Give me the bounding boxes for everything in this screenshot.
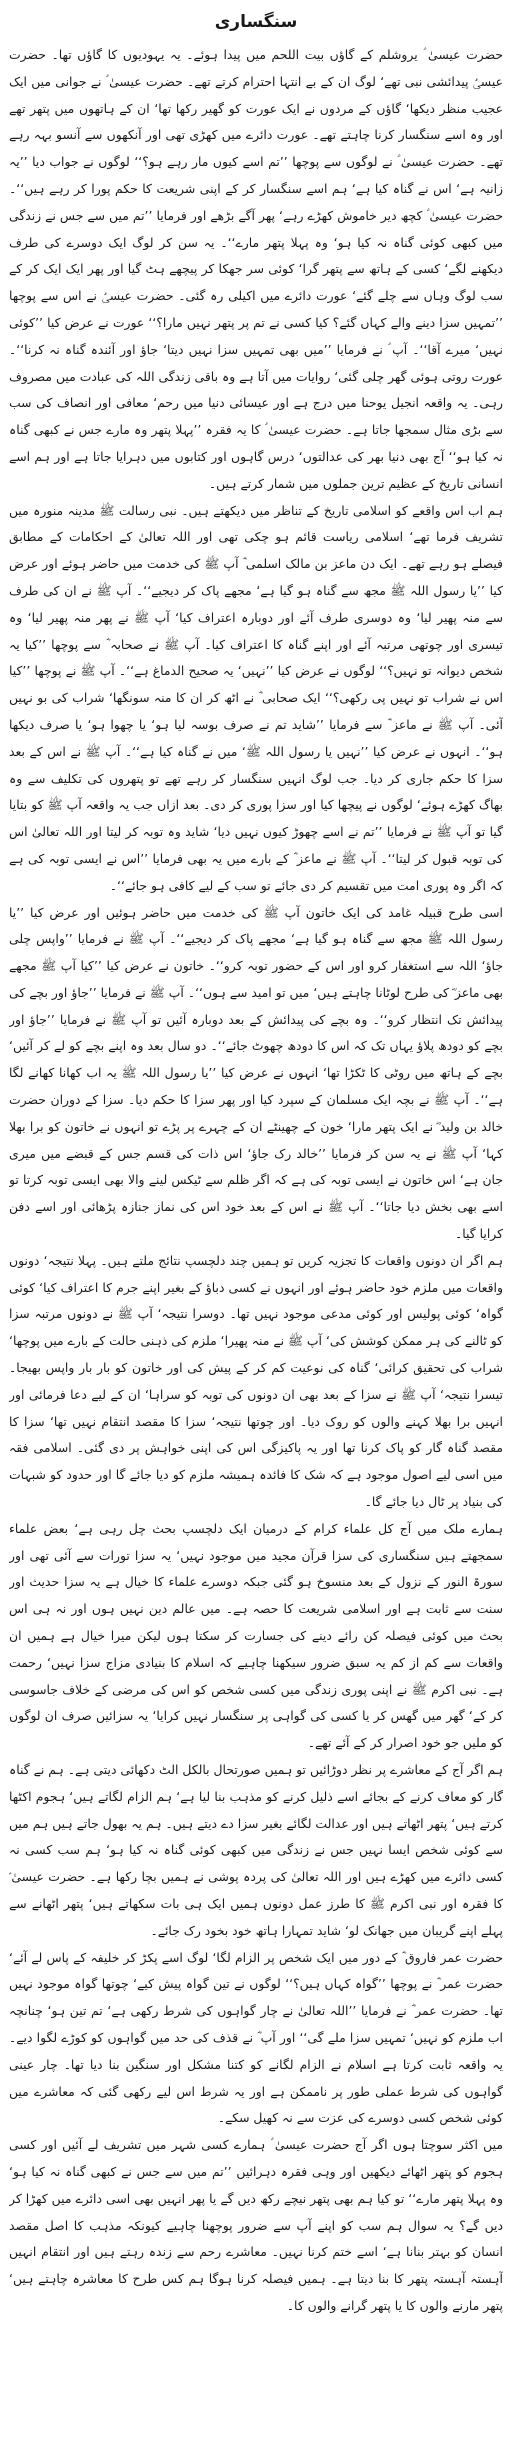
article-paragraph-7: حضرت عمر فاروق ؓ کے دور میں ایک شخص پر الزام لگا‘ لوگ اسے پکڑ کر خلیفہ کے پاس لے آئے‘ حضرت عمر ؓ نے پوچھا ’’گواہ کہاں ہیں؟‘‘ لوگوں نے تین گواہ پیش کیے‘ چوتھا گواہ موجود نہیں تھا۔ حضرت عمر ؓ نے فرمایا ’’اللہ تعالیٰ نے چار گواہوں کی شرط رکھی ہے‘ تم تین ہو‘ چنانچہ اب ملزم کو نہیں‘ تمہیں سزا ملے گی‘‘ اور آپ ؓ نے قذف کی حد میں گواہوں کو کوڑے لگوا دیے۔ یہ واقعہ ثابت کرتا ہے اسلام نے الزام لگانے کو کتنا مشکل اور سنگین بنا دیا تھا۔ چار عینی گواہوں کی شرط عملی طور پر ناممکن ہے اور یہ شرط اس لیے رکھی گئی کہ معاشرے میں کوئی شخص کسی دوسرے کی عزت سے نہ کھیل سکے۔ [9,1949,503,2126]
article-paragraph-1: حضرت عیسیٰ ؑ یروشلم کے گاؤں بیت اللحم میں پیدا ہوئے۔ یہ یہودیوں کا گاؤں تھا۔ حضرت عیسیٰؑ پیدائشی نبی تھے‘ لوگ ان کے بے انتہا احترام کرتے تھے۔ حضرت عیسیٰ ؑ نے جوانی میں ایک عجیب منظر دیکھا‘ گاؤں کے مردوں نے ایک عورت کو گھیر رکھا تھا‘ ان کے ہاتھوں میں پتھر تھے اور وہ اسے سنگسار کرنا چاہتے تھے۔ عورت دائرے میں کھڑی تھی اور آنکھوں سے آنسو بہہ رہے تھے۔ حضرت عیسیٰ ؑ نے لوگوں سے پوچھا ’’تم اسے کیوں مار رہے ہو؟‘‘ لوگوں نے جواب دیا ’’یہ زانیہ ہے‘ اس نے گناہ کیا ہے‘ ہم اسے سنگسار کر کے اپنی شریعت کا حکم پورا کر رہے ہیں‘‘۔ حضرت عیسیٰ ؑ کچھ دیر خاموش کھڑے رہے‘ پھر آگے بڑھے اور فرمایا ’’تم میں سے جس نے زندگی میں کبھی کوئی گناہ نہ کیا ہو‘ وہ پہلا پتھر مارے‘‘۔ یہ سن کر لوگ ایک دوسرے کی طرف دیکھنے لگے‘ کسی کے ہاتھ سے پتھر گرا‘ کوئی سر جھکا کر پیچھے ہٹ گیا اور پھر ایک ایک کر کے سب لوگ وہاں سے چلے گئے‘ عورت دائرے میں اکیلی رہ گئی۔ حضرت عیسیٰؑ نے اس سے پوچھا ’’تمہیں سزا دینے والے کہاں گئے؟ کیا کسی نے تم پر پتھر نہیں مارا؟‘‘ عورت نے عرض کیا ’’کوئی نہیں‘ میرے آقا‘‘۔ آپ ؑ نے فرمایا ’’میں بھی تمہیں سزا نہیں دیتا‘ جاؤ اور آئندہ گناہ نہ کرنا‘‘۔ عورت روتی ہوئی گھر چلی گئی‘ روایات میں آتا ہے وہ باقی زندگی اللہ کی عبادت میں مصروف رہی۔ یہ واقعہ انجیل یوحنا میں درج ہے اور عیسائی دنیا میں رحم‘ معافی اور انصاف کی سب سے بڑی مثال سمجھا جاتا ہے۔ حضرت عیسیٰ ؑ کا یہ فقرہ ’’پہلا پتھر وہ مارے جس نے کبھی گناہ نہ کیا ہو‘‘ آج بھی دنیا بھر کی عدالتوں‘ درس گاہوں اور کتابوں میں دہرایا جاتا ہے اور ہم اسے انسانی تاریخ کے عظیم ترین جملوں میں شمار کرتے ہیں۔ [9,47,503,491]
article-paragraph-5: ہمارے ملک میں آج کل علماء کرام کے درمیان ایک دلچسپ بحث چل رہی ہے‘ بعض علماء سمجھتے ہیں سنگساری کی سزا قرآن مجید میں موجود نہیں‘ یہ سزا تورات سے آئی تھی اور سورۃ النور کے نزول کے بعد منسوخ ہو گئی جبکہ دوسرے علماء کا خیال ہے یہ سزا حدیث اور سنت سے ثابت ہے اور اسلامی شریعت کا حصہ ہے۔ میں عالم دین نہیں ہوں اور نہ ہی اس بحث میں کوئی فیصلہ کن رائے دینے کی جسارت کر سکتا ہوں لیکن میرا خیال ہے ہمیں ان واقعات سے کم از کم یہ سبق ضرور سیکھنا چاہیے کہ اسلام کا بنیادی مزاج سزا نہیں‘ رحمت ہے۔ نبی اکرم ﷺ نے اپنی پوری زندگی میں کسی شخص کو اس کی مرضی کے خلاف جاسوسی کر کے‘ گھر میں گھس کر یا کسی کی گواہی پر سنگسار نہیں کرایا‘ یہ سزائیں صرف ان لوگوں کو ملیں جو خود اصرار کر کے آئے تھے۔ [9,1520,503,1751]
article-paragraph-4: ہم اگر ان دونوں واقعات کا تجزیہ کریں تو ہمیں چند دلچسپ نتائج ملتے ہیں۔ پہلا نتیجہ‘ دونوں واقعات میں ملزم خود حاضر ہوئے اور انہوں نے کسی دباؤ کے بغیر اپنے جرم کا اعتراف کیا‘ کوئی گواہ‘ کوئی پولیس اور کوئی مدعی موجود نہیں تھا۔ دوسرا نتیجہ‘ آپ ﷺ نے دونوں مرتبہ سزا کو ٹالنے کی ہر ممکن کوشش کی‘ آپ ﷺ نے منہ پھیرا‘ ملزم کی ذہنی حالت کے بارے میں پوچھا‘ شراب کی تحقیق کرائی‘ گناہ کی نوعیت کم کر کے پیش کی اور خاتون کو بار بار واپس بھیجا۔ تیسرا نتیجہ‘ آپ ﷺ نے سزا کے بعد بھی ان دونوں کی توبہ کو سراہا‘ ان کے لیے دعا فرمائی اور انہیں برا بھلا کہنے والوں کو روک دیا۔ اور چوتھا نتیجہ‘ سزا کا مقصد انتقام نہیں تھا‘ سزا کا مقصد گناہ گار کو پاک کرنا تھا اور یہ پاکیزگی اس کی اپنی خواہش پر دی گئی۔ اسلامی فقہ میں اسی لیے اصول موجود ہے کہ شک کا فائدہ ہمیشہ ملزم کو دیا جائے گا اور حدود کو شبہات کی بنیاد پر ٹال دیا جائے گا۔ [9,1252,503,1510]
article-paragraph-8: میں اکثر سوچتا ہوں اگر آج حضرت عیسیٰ ؑ ہمارے کسی شہر میں تشریف لے آئیں اور کسی ہجوم کو پتھر اٹھائے دیکھیں اور وہی فقرہ دہرائیں ’’تم میں سے جس نے کبھی گناہ نہ کیا ہو‘ وہ پہلا پتھر مارے‘‘ تو کیا ہم بھی پتھر نیچے رکھ دیں گے یا پھر انہیں بھی اسی دائرے میں کھڑا کر دیں گے؟ یہ سوال ہم سب کو اپنے آپ سے ضرور پوچھنا چاہیے کیونکہ مذہب کا اصل مقصد انسان کو بہتر بنانا ہے‘ اسے ختم کرنا نہیں۔ معاشرے رحم سے زندہ رہتے ہیں اور انتقام انہیں آہستہ آہستہ پتھر کا بنا دیتا ہے۔ ہمیں فیصلہ کرنا ہوگا ہم کس طرح کا معاشرہ چاہتے ہیں‘ پتھر مارنے والوں کا یا پتھر گرانے والوں کا۔ [9,2137,503,2313]
article-paragraph-2: ہم اب اس واقعے کو اسلامی تاریخ کے تناظر میں دیکھتے ہیں۔ نبی رسالت ﷺ مدینہ منورہ میں تشریف فرما تھے‘ اسلامی ریاست قائم ہو چکی تھی اور اللہ تعالیٰ کے احکامات کے مطابق فیصلے ہو رہے تھے۔ ایک دن ماعز بن مالک اسلمی ؓ آپ ﷺ کی خدمت میں حاضر ہوئے اور عرض کیا ’’یا رسول اللہ ﷺ مجھ سے گناہ ہو گیا ہے‘ مجھے پاک کر دیجیے‘‘۔ آپ ﷺ نے ان کی طرف سے منہ پھیر لیا‘ وہ دوسری طرف آئے اور دوبارہ اعتراف کیا‘ آپ ﷺ نے پھر منہ پھیر لیا‘ وہ تیسری اور چوتھی مرتبہ آئے اور اپنے گناہ کا اعتراف کیا۔ آپ ﷺ نے صحابہ ؓ سے پوچھا ’’کیا یہ شخص دیوانہ تو نہیں؟‘‘ لوگوں نے عرض کیا ’’نہیں‘ یہ صحیح الدماغ ہے‘‘۔ آپ ﷺ نے پوچھا ’’کیا اس نے شراب تو نہیں پی رکھی؟‘‘ ایک صحابی ؓ نے اٹھ کر ان کا منہ سونگھا‘ شراب کی بو نہیں آئی۔ آپ ﷺ نے ماعز ؓ سے فرمایا ’’شاید تم نے صرف بوسہ لیا ہو‘ یا چھوا ہو‘ یا صرف دیکھا ہو‘‘۔ انہوں نے عرض کیا ’’نہیں یا رسول اللہ ﷺ‘ میں نے گناہ کیا ہے‘‘۔ آپ ﷺ نے اس کے بعد سزا کا حکم جاری کر دیا۔ جب لوگ انہیں سنگسار کر رہے تھے تو پتھروں کی تکلیف سے وہ بھاگ کھڑے ہوئے‘ لوگوں نے پیچھا کیا اور سزا پوری کر دی۔ بعد ازاں جب یہ واقعہ آپ ﷺ کو بتایا گیا تو آپ ﷺ نے فرمایا ’’تم نے اسے چھوڑ کیوں نہیں دیا‘ شاید وہ توبہ کر لیتا اور اللہ تعالیٰ اس کی توبہ قبول کر لیتا‘‘۔ آپ ﷺ نے ماعز ؓ کے بارے میں یہ بھی فرمایا ’’اس نے ایسی توبہ کی ہے کہ اگر وہ پوری امت میں تقسیم کر دی جائے تو سب کے لیے کافی ہو جائے‘‘۔ [9,502,503,893]
article-paragraph-6: ہم اگر آج کے معاشرے پر نظر دوڑائیں تو ہمیں صورتحال بالکل الٹ دکھائی دیتی ہے۔ ہم نے گناہ گار کو معاف کرنے کے بجائے اسے ذلیل کرنے کو مذہب بنا لیا ہے‘ ہم الزام لگاتے ہیں‘ ہجوم اکٹھا کرتے ہیں‘ پتھر اٹھاتے ہیں اور عدالت لگائے بغیر سزا دے دیتے ہیں۔ ہم یہ بھول جاتے ہیں ہم میں سے کوئی شخص ایسا نہیں جس نے زندگی میں کبھی کوئی گناہ نہ کیا ہو‘ ہم سب کسی نہ کسی دائرے میں کھڑے ہیں اور اللہ تعالیٰ کی پردہ پوشی نے ہمیں بچا رکھا ہے۔ حضرت عیسیٰ ؑ کا فقرہ اور نبی اکرم ﷺ کا طرز عمل دونوں ہمیں ایک ہی بات سکھاتے ہیں‘ پتھر اٹھانے سے پہلے اپنے گریبان میں جھانک لو‘ شاید تمہارا ہاتھ خود بخود رک جائے۔ [9,1762,503,1938]
article-body [9,42,503,2452]
article-title: سنگساری [214,12,298,32]
article-paragraph-3: اسی طرح قبیلہ غامد کی ایک خاتون آپ ﷺ کی خدمت میں حاضر ہوئیں اور عرض کیا ’’یا رسول اللہ ﷺ مجھ سے گناہ ہو گیا ہے‘ مجھے پاک کر دیجیے‘‘۔ آپ ﷺ نے فرمایا ’’واپس چلی جاؤ‘ اللہ سے استغفار کرو اور اس کے حضور توبہ کرو‘‘۔ خاتون نے عرض کیا ’’کیا آپ ﷺ مجھے بھی ماعز ؓ کی طرح لوٹانا چاہتے ہیں‘ میں تو امید سے ہوں‘‘۔ آپ ﷺ نے فرمایا ’’جاؤ اور بچے کی پیدائش تک انتظار کرو‘‘۔ وہ بچے کی پیدائش کے بعد دوبارہ آئیں تو آپ ﷺ نے فرمایا ’’جاؤ اور بچے کو دودھ پلاؤ یہاں تک کہ اس کا دودھ چھوٹ جائے‘‘۔ دو سال بعد وہ اپنے بچے کو لے کر آئیں‘ بچے کے ہاتھ میں روٹی کا ٹکڑا تھا‘ انہوں نے عرض کیا ’’یا رسول اللہ ﷺ یہ اب کھانا کھانے لگا ہے‘‘۔ آپ ﷺ نے بچہ ایک مسلمان کے سپرد کیا اور پھر سزا کا حکم دیا۔ سزا کے دوران حضرت خالد بن ولید ؓ نے ایک پتھر مارا‘ خون کے چھینٹے ان کے چہرے پر پڑے تو انہوں نے خاتون کو برا بھلا کہا‘ آپ ﷺ نے یہ سن کر فرمایا ’’خالد رک جاؤ‘ اس ذات کی قسم جس کے قبضے میں میری جان ہے‘ اس خاتون نے ایسی توبہ کی ہے کہ اگر ظلم سے ٹیکس لینے والا بھی ایسی توبہ کرتا تو اسے بھی بخش دیا جاتا‘‘۔ آپ ﷺ نے اس کے بعد خود اس کی نماز جنازہ پڑھائی اور اسے دفن کرایا گیا۔ [9,904,503,1242]
